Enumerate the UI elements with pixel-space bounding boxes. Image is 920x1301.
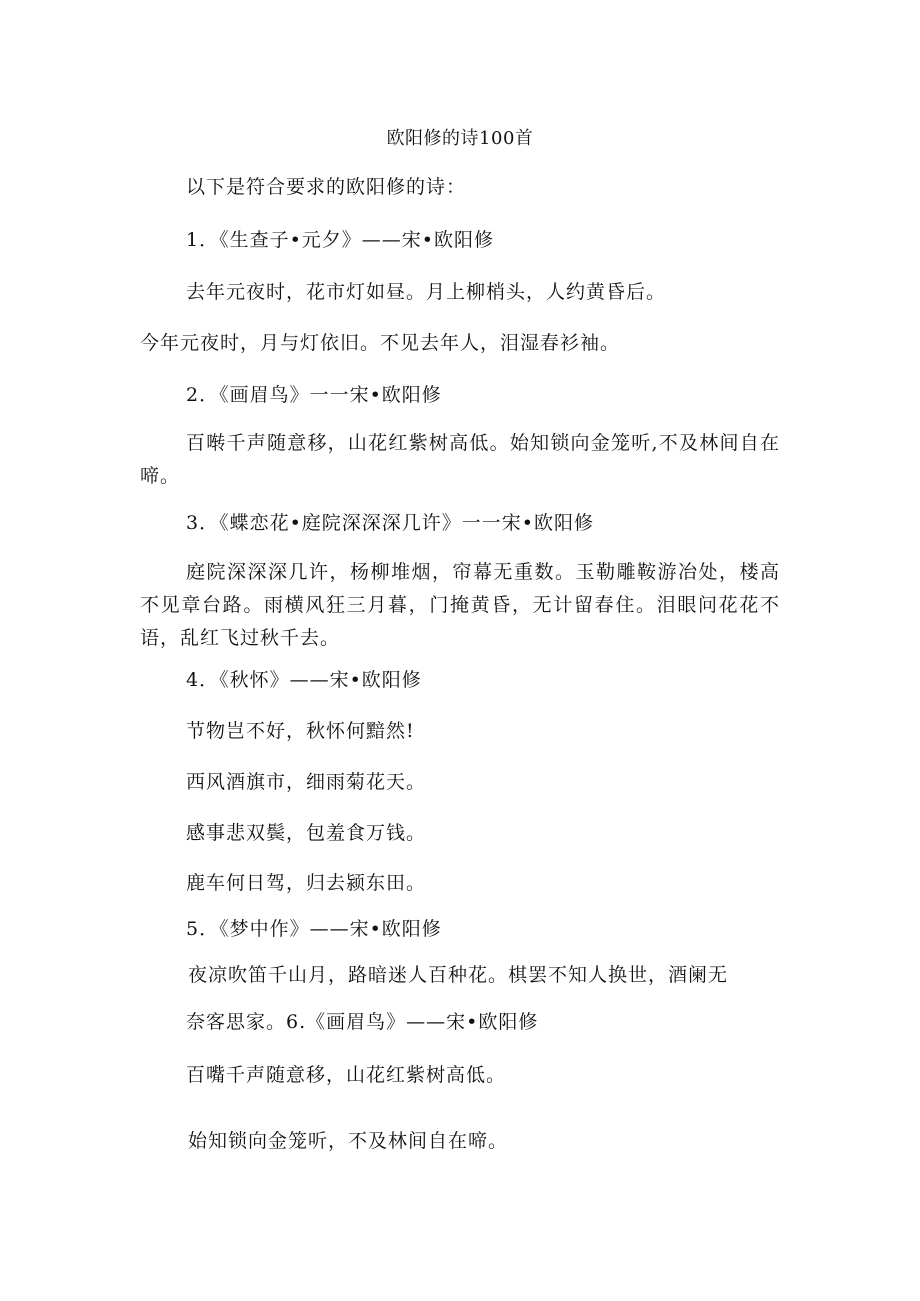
poem4-line3: 感事悲双鬓，包羞食万钱。 (186, 822, 427, 844)
poem4-heading: 4．《秋怀》——宋•欧阳修 (186, 669, 422, 691)
poem6-line2: 始知锁向金笼听，不及林间自在啼。 (188, 1130, 509, 1152)
poem2-text: 百啭千声随意移，山花红紫树高低。始知锁向金笼听,不及林间自在啼。 (140, 432, 780, 487)
poem3-text: 庭院深深深几许，杨柳堆烟，帘幕无重数。玉勒雕鞍游冶处，楼高不见章台路。雨横风狂三月暮，门掩黄昏，无计留春住。泪眼问花花不语，乱红飞过秋千去。 (140, 561, 780, 649)
poem2-heading: 2．《画眉鸟》一一宋•欧阳修 (186, 384, 442, 406)
poem1-line2: 今年元夜时，月与灯依旧。不见去年人，泪湿春衫袖。 (140, 332, 621, 354)
document-title: 欧阳修的诗100首 (386, 128, 534, 149)
poem4-line4: 鹿车何日驾，归去颍东田。 (186, 872, 427, 894)
poem3-heading: 3．《蝶恋花•庭院深深深几许》一一宋•欧阳修 (186, 512, 595, 534)
poem1-heading: 1．《生查子•元夕》——宋•欧阳修 (186, 229, 495, 251)
poem4-line1: 节物岂不好，秋怀何黯然! (186, 720, 415, 742)
poem5-line2: 奈客思家。6.《画眉鸟》——宋•欧阳修 (186, 1011, 539, 1033)
poem1-line1: 去年元夜时，花市灯如昼。月上柳梢头，人约黄昏后。 (186, 281, 667, 303)
poem6-line1: 百嘴千声随意移，山花红紫树高低。 (186, 1064, 507, 1086)
poem4-line2: 西风酒旗市，细雨菊花天。 (186, 771, 427, 793)
poem5-heading: 5．《梦中作》——宋•欧阳修 (186, 918, 442, 940)
intro-text: 以下是符合要求的欧阳修的诗： (186, 176, 467, 198)
poem5-line1: 夜凉吹笛千山月，路暗迷人百种花。棋罢不知人换世，酒阑无 (188, 964, 729, 986)
